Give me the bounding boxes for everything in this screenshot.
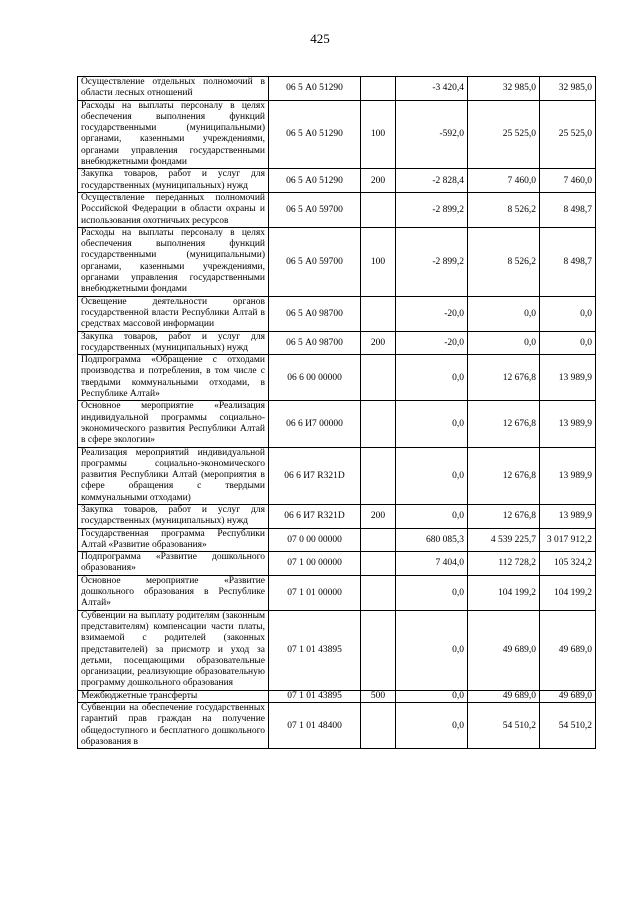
table-row [78,552,596,576]
row-amount-year-2: 7 460,0 [540,169,596,193]
row-amount-year-2: 104 199,2 [540,575,596,610]
row-expense-type [361,401,396,447]
row-amount-year-1: 49 689,0 [468,690,540,702]
row-name: Межбюджетные трансферты [78,690,269,702]
row-amount-year-2: 49 689,0 [540,690,596,702]
row-code: 07 1 01 48400 [269,703,361,749]
row-expense-type [361,447,396,504]
row-amount-year-2: 0,0 [540,331,596,355]
row-expense-type [361,552,396,576]
row-code: 06 5 А0 51290 [269,100,361,169]
row-amount-change: 0,0 [396,690,468,702]
row-name: Субвенции на выплату родителям (законным представителям) компенсации части платы, взимаемой с родителей (законных представителей) за присмотр и уход за детьми, посещающими образовательные организации, реализующие образовательную программу дошкольного образования [78,610,269,690]
row-amount-change: 680 085,3 [396,528,468,552]
row-amount-year-1: 25 525,0 [468,100,540,169]
row-amount-year-1: 12 676,8 [468,401,540,447]
row-name: Закупка товаров, работ и услуг для государственных (муниципальных) нужд [78,331,269,355]
row-amount-change: -592,0 [396,100,468,169]
row-code: 07 1 01 00000 [269,575,361,610]
row-amount-year-1: 0,0 [468,331,540,355]
row-expense-type: 100 [361,100,396,169]
row-amount-year-2: 8 498,7 [540,192,596,227]
table-row [78,355,596,401]
row-amount-change: 0,0 [396,355,468,401]
row-amount-year-1: 12 676,8 [468,504,540,528]
row-expense-type: 100 [361,227,396,296]
table-row [78,192,596,227]
row-expense-type [361,575,396,610]
row-amount-year-1: 7 460,0 [468,169,540,193]
page-number: 425 [310,31,330,46]
row-amount-year-2: 105 324,2 [540,552,596,576]
row-amount-year-2: 54 510,2 [540,703,596,749]
row-amount-year-2: 49 689,0 [540,610,596,690]
table-row [78,296,596,331]
table-row [78,77,596,101]
table-row [78,528,596,552]
row-code: 06 6 И7 R321D [269,447,361,504]
row-code: 06 6 И7 R321D [269,504,361,528]
row-amount-year-2: 25 525,0 [540,100,596,169]
row-amount-year-2: 13 989,9 [540,447,596,504]
row-expense-type [361,610,396,690]
row-name: Подпрограмма «Развитие дошкольного образования» [78,552,269,576]
row-amount-change: 0,0 [396,401,468,447]
table-row [78,504,596,528]
row-code: 06 5 А0 51290 [269,169,361,193]
row-name: Осуществление переданных полномочий Российской Федерации в области охраны и использования охотничьих ресурсов [78,192,269,227]
table-row [78,401,596,447]
row-code: 07 1 01 43895 [269,610,361,690]
row-code: 06 5 А0 59700 [269,192,361,227]
row-amount-change: -3 420,4 [396,77,468,101]
row-amount-year-2: 8 498,7 [540,227,596,296]
row-code: 07 1 01 43895 [269,690,361,702]
row-code: 06 6 И7 00000 [269,401,361,447]
row-amount-year-1: 8 526,2 [468,192,540,227]
row-expense-type [361,355,396,401]
row-amount-change: 0,0 [396,575,468,610]
row-name: Основное мероприятие «Развитие дошкольного образования в Республике Алтай» [78,575,269,610]
table-row [78,331,596,355]
row-name: Реализация мероприятий индивидуальной программы социально-экономического развития Республики Алтай (мероприятия в сфере обращения с твердыми коммунальными отходами) [78,447,269,504]
row-name: Осуществление отдельных полномочий в области лесных отношений [78,77,269,101]
row-amount-year-2: 13 989,9 [540,401,596,447]
budget-table-body [78,77,596,749]
row-amount-change: 0,0 [396,447,468,504]
row-amount-change: -2 828,4 [396,169,468,193]
row-code: 06 5 А0 59700 [269,227,361,296]
row-code: 07 1 00 00000 [269,552,361,576]
row-amount-year-1: 12 676,8 [468,355,540,401]
table-row [78,227,596,296]
row-name: Расходы на выплаты персоналу в целях обеспечения выполнения функций государственными (муниципальными) органами, казенными учреждениями, органами управления государственными внебюджетными фондами [78,100,269,169]
row-amount-change: -2 899,2 [396,227,468,296]
row-code: 07 0 00 00000 [269,528,361,552]
row-expense-type: 200 [361,169,396,193]
row-name: Расходы на выплаты персоналу в целях обеспечения выполнения функций государственными (муниципальными) органами, казенными учреждениями, органами управления государственными внебюджетными фондами [78,227,269,296]
table-row [78,703,596,749]
row-amount-year-1: 0,0 [468,296,540,331]
row-expense-type: 500 [361,690,396,702]
row-amount-change: 0,0 [396,504,468,528]
row-amount-year-2: 3 017 912,2 [540,528,596,552]
row-code: 06 5 А0 98700 [269,331,361,355]
row-amount-year-1: 104 199,2 [468,575,540,610]
row-expense-type [361,528,396,552]
row-amount-year-2: 32 985,0 [540,77,596,101]
row-amount-year-1: 8 526,2 [468,227,540,296]
row-amount-change: -20,0 [396,331,468,355]
row-name: Государственная программа Республики Алтай «Развитие образования» [78,528,269,552]
row-expense-type [361,192,396,227]
row-name: Подпрограмма «Обращение с отходами производства и потребления, в том числе с твердыми коммунальными отходами, в Республике Алтай» [78,355,269,401]
table-row [78,610,596,690]
table-row [78,100,596,169]
table-row [78,169,596,193]
row-name: Субвенции на обеспечение государственных гарантий прав граждан на получение общедоступного и бесплатного дошкольного образования в [78,703,269,749]
row-code: 06 6 00 00000 [269,355,361,401]
row-amount-year-1: 112 728,2 [468,552,540,576]
row-amount-year-1: 54 510,2 [468,703,540,749]
row-amount-year-1: 49 689,0 [468,610,540,690]
row-name: Основное мероприятие «Реализация индивидуальной программы социально-экономического развития Республики Алтай в сфере экологии» [78,401,269,447]
row-expense-type: 200 [361,331,396,355]
row-amount-year-1: 32 985,0 [468,77,540,101]
table-row [78,690,596,702]
row-amount-change: 0,0 [396,610,468,690]
row-expense-type [361,77,396,101]
row-name: Закупка товаров, работ и услуг для государственных (муниципальных) нужд [78,504,269,528]
table-row [78,447,596,504]
row-amount-year-1: 4 539 225,7 [468,528,540,552]
row-code: 06 5 А0 51290 [269,77,361,101]
row-amount-change: 7 404,0 [396,552,468,576]
row-amount-year-2: 13 989,9 [540,355,596,401]
row-code: 06 5 А0 98700 [269,296,361,331]
row-amount-year-2: 0,0 [540,296,596,331]
row-amount-year-1: 12 676,8 [468,447,540,504]
row-amount-year-2: 13 989,9 [540,504,596,528]
row-amount-change: -2 899,2 [396,192,468,227]
table-row [78,575,596,610]
row-amount-change: 0,0 [396,703,468,749]
row-expense-type: 200 [361,504,396,528]
row-name: Закупка товаров, работ и услуг для государственных (муниципальных) нужд [78,169,269,193]
row-name: Освещение деятельности органов государственной власти Республики Алтай в средствах массовой информации [78,296,269,331]
budget-table [77,76,596,749]
row-expense-type [361,703,396,749]
row-amount-change: -20,0 [396,296,468,331]
row-expense-type [361,296,396,331]
